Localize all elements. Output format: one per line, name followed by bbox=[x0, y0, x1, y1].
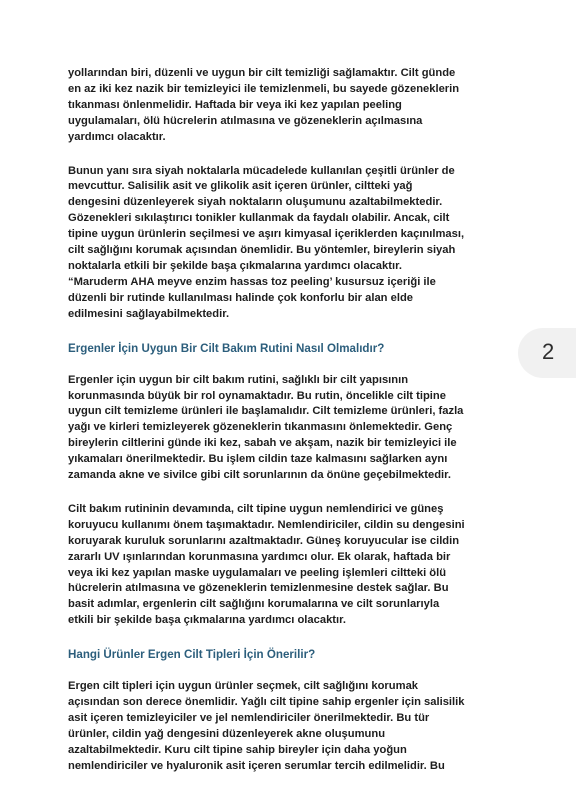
paragraph-line: uygun cilt temizleme ürünleri ile başlamalıdır. Cilt temizleme ürünleri, fazla bbox=[68, 405, 464, 418]
section-heading: Hangi Ürünler Ergen Cilt Tipleri İçin Önerilir? bbox=[68, 648, 316, 662]
article-body bbox=[68, 66, 504, 793]
paragraph-line: azaltabilmektedir. Kuru cilt tipine sahip bireyler için daha yoğun bbox=[68, 743, 407, 756]
paragraph-line: Bunun yanı sıra siyah noktalarla mücadelede kullanılan çeşitli ürünler de bbox=[68, 164, 455, 177]
paragraph-line: zamanda akne ve sivilce gibi cilt sorunlarının da önüne geçebilmektedir. bbox=[68, 469, 451, 482]
paragraph-line: yağı ve kirleri temizleyerek gözeneklerin tıkanmasını önlemektedir. Genç bbox=[68, 421, 453, 434]
paragraph-line: yardımcı olacaktır. bbox=[68, 130, 166, 143]
paragraph-line: edilmesini sağlayabilmektedir. bbox=[68, 307, 230, 320]
paragraph-line: koruyucu kullanımı önem taşımaktadır. Nemlendiriciler, cildin su dengesini bbox=[68, 518, 465, 531]
paragraph-line: düzenli bir rutinde kullanılması halinde çok konforlu bir alan elde bbox=[68, 291, 414, 304]
paragraph-line: tıkanması önlenmelidir. Haftada bir veya iki kez yapılan peeling bbox=[68, 98, 402, 111]
paragraph bbox=[68, 373, 504, 484]
paragraph-line: tipine uygun ürünlerin seçilmesi ve aşırı kimyasal içeriklerden kaçınılması, bbox=[68, 228, 465, 241]
paragraph-line: en az iki kez nazik bir temizleyici ile temizlenmeli, bu sayede gözeneklerin bbox=[68, 82, 460, 95]
paragraph bbox=[68, 66, 504, 146]
paragraph-line: yollarından biri, düzenli ve uygun bir cilt temizliği sağlamaktır. Cilt günde bbox=[68, 67, 456, 79]
paragraph-line: koruyarak kuruluk sorunlarını azaltmaktadır. Güneş koruyucular ise cildin bbox=[68, 534, 460, 547]
paragraph-line: mevcuttur. Salisilik asit ve glikolik asit içeren ürünler, ciltteki yağ bbox=[68, 180, 413, 193]
paragraph-line: hücrelerin atılmasına ve gözeneklerin temizlenmesine destek sağlar. Bu bbox=[68, 582, 449, 595]
paragraph-line: noktalarla etkili bir şekilde başa çıkmalarına yardımcı olacaktır. bbox=[68, 259, 402, 272]
paragraph-line: cilt sağlığını korumak açısından önemlidir. Bu yöntemler, bireylerin siyah bbox=[68, 244, 456, 257]
paragraph bbox=[68, 502, 504, 629]
paragraph-line: nemlendiriciler ve hyaluronik asit içeren serumlar tercih edilmelidir. Bu bbox=[68, 759, 445, 772]
paragraph-line: zararlı UV ışınlarından korunmasına yardımcı olur. Ek olarak, haftada bir bbox=[68, 550, 451, 563]
paragraph-line: Ergen cilt tipleri için uygun ürünler seçmek, cilt sağlığını korumak bbox=[68, 680, 419, 693]
paragraph-line: asit içeren temizleyiciler ve jel nemlendiriciler önerilmektedir. Bu tür bbox=[68, 712, 430, 724]
paragraph-line: etkili bir şekilde başa çıkmalarına yardımcı olacaktır. bbox=[68, 614, 346, 627]
paragraph-line: açısından son derece önemlidir. Yağlı cilt tipine sahip ergenler için salisilik bbox=[68, 696, 465, 709]
paragraph-line: yıkamaları önerilmektedir. Bu işlem cildin taze kalmasını sağlarken aynı bbox=[68, 453, 448, 466]
paragraph-line: bireylerin ciltlerini günde iki kez, sabah ve akşam, nazik bir temizleyici ile bbox=[68, 437, 457, 450]
paragraph bbox=[68, 679, 504, 774]
paragraph-line: veya iki kez yapılan maske uygulamaları ve peeling işlemleri ciltteki ölü bbox=[68, 566, 447, 579]
paragraph bbox=[68, 164, 504, 323]
paragraph-line: korunmasında büyük bir rol oynamaktadır. Bu rutin, öncelikle cilt tipine bbox=[68, 389, 446, 402]
paragraph-line: ürünler, cildin yağ dengesini düzenleyerek akne oluşumunu bbox=[68, 727, 386, 740]
paragraph-line: basit adımlar, ergenlerin cilt sağlığını korumalarına ve cilt sorunlarıyla bbox=[68, 598, 440, 611]
paragraph-line: dengesini düzenleyerek siyah noktaların oluşumunu azaltabilmektedir. bbox=[68, 196, 443, 209]
paragraph-line: Ergenler için uygun bir cilt bakım rutini, sağlıklı bir cilt yapısının bbox=[68, 373, 409, 386]
paragraph-line: “Maruderm AHA meyve enzim hassas toz peeling’ kusursuz içeriği ile bbox=[68, 275, 436, 288]
section-heading: Ergenler İçin Uygun Bir Cilt Bakım Rutini Nasıl Olmalıdır? bbox=[68, 341, 385, 355]
paragraph-line: Gözenekleri sıkılaştırıcı tonikler kullanmak da faydalı olabilir. Ancak, cilt bbox=[68, 212, 450, 225]
page-number: 2 bbox=[542, 339, 555, 364]
paragraph-line: uygulamaları, ölü hücrelerin atılmasına ve gözeneklerin açılmasına bbox=[68, 114, 423, 127]
page-number-badge[interactable] bbox=[518, 328, 576, 378]
paragraph-line: Cilt bakım rutininin devamında, cilt tipine uygun nemlendirici ve güneş bbox=[68, 502, 444, 515]
